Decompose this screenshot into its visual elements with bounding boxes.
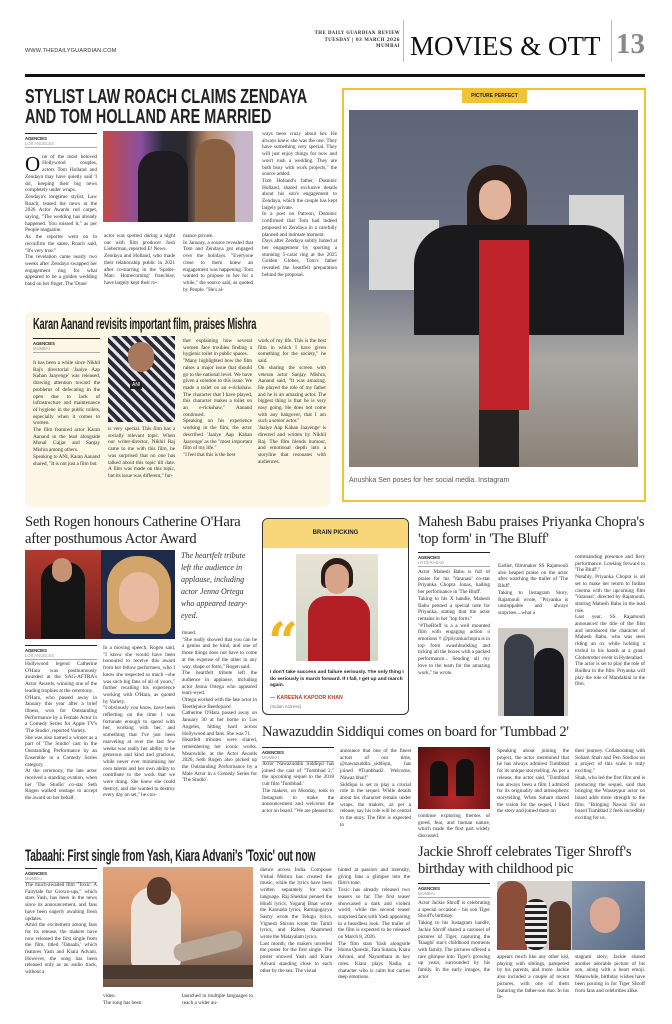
paper-name: THE DAILY GUARDIAN REVIEW [314, 30, 400, 35]
karan-col2: is very special. This film has a socially relevant topic. When our writer-director, Nikhil Raj came to me with this film, he was surprised that no one has talked about this topic till date. A film was made on this topic, but its issue was different," fur- [108, 426, 175, 479]
tiger-baby-photo [572, 881, 645, 950]
zendaya-col3: mance private. In January, a source revealed that Tom and Zendaya got engaged over the holidays. "Everyone close to them knew an engagement was happening. Tom wanted to propose to her for a while," the source said, as quoted by People. "He's al- [183, 233, 253, 293]
zendaya-col1-text: ne of the most beloved Hollywood couples, actors Tom Holland and Zendaya may have quietly said 'I do', keeping their big news completely under wraps. Zendaya's longtime stylist, Law Roach, teased the news at the 2026 Actor Awards red carpet, saying, "The wedding has already happened. You missed it," as per People magazine. As the reporter went on to reconfirm the same, Roach said, "It's very true." The revelation came nearly two weeks after Zendaya swapped her engagement ring for what appeared to be a golden wedding band on her finger. The 'Dune' [25, 153, 97, 288]
byline-city: MUMBAI [25, 876, 97, 883]
nawaz-col5: their journey. Collaborating with Soham Shah and Pen Studios on a project of this scale is truly exciting." Shah, who led the first film and is producing the sequel, said that bringing the Wasseypur actor on board adds more strength to the film. "Bringing Nawaz Sir on board Tumbbad 2 feels incredibly exciting for us. [575, 748, 645, 822]
section-title: MOVIES & OTT [410, 31, 601, 61]
issue-city: MUMBAI [375, 43, 400, 48]
byline-agency: AGENCIES [418, 555, 440, 560]
woman-figure [195, 139, 235, 222]
byline-agency: AGENCIES [25, 648, 47, 653]
divider [611, 20, 612, 62]
photo-caption: Anushka Sen poses for her social media. Instagram [349, 477, 510, 484]
tabaahi-col4: hinted at passion and intensity, giving fans a glimpse into the film's tone. Toxic has already released two teasers so far. The first teaser showcased a dark and violent world, while the second teaser surprised fans with Yash appearing in a beardless look. The trailer of the film is expected to be released on March 8, 2026. The film stars Yash alongside Huma Qureshi, Tara Sutaria, Kiara Advani, and Nayanthara in key roles. Kiara plays Nadia, a character who is calm but carries deep emotions. [338, 867, 410, 981]
ani-mic-label: ANI [132, 382, 141, 388]
seth-rogen-photo [25, 550, 101, 639]
mahesh-priyanka-photo [498, 628, 568, 716]
driftwood [103, 965, 253, 979]
jackie-col3: stagram story, Jackie shared another adorable picture of his son, along with a heart emoji. Meanwhile, birthday wishes have been pouring in for Tiger Shroff from fans and celebrities alike. [575, 954, 645, 994]
mahesh-headline: Mahesh Babu praises Priyanka Chopra's 'top form' in 'The Bluff' [418, 514, 645, 547]
jackie-col2: appears much like any other kid, playing with siblings, pampered by his parents, and more. Jackie also included a couple of recent pictures, with one of them featuring the father-son duo. In his In- [497, 954, 569, 1001]
woman-figure [534, 648, 564, 716]
pull-quote: The heartfelt tribute left the audience in applause, including actor Jenna Ortega who appeared teary-eyed. [181, 551, 248, 620]
drop-cap: O [25, 151, 41, 176]
tumbbad-photo [418, 747, 490, 809]
face [325, 564, 349, 594]
byline-agency: AGENCIES [418, 886, 440, 891]
face [52, 558, 72, 582]
byline-city: MUMBAI [418, 891, 490, 898]
karan-col1: It has been a while since Nikhil Raj's directorial 'Jaaiye Aap Kahan Jaayenge' was released, drawing attention toward the problems of defecating in the open due to lack of infrastructure and maintenance of hygiene in the public toilets, especially when it comes to women. The film featured actor Karan Aanand in the lead alongside Monal Gajjar and Sanjay Mishra among others. Speaking to ANI, Karan Aanand shared, "It is not just a film but [33, 360, 101, 467]
catherine-ohara-photo [101, 550, 175, 639]
byline [418, 883, 490, 898]
zendaya-holland-photo [103, 131, 253, 222]
byline-city: HYDERABAD [418, 560, 490, 567]
mother-figure [497, 881, 527, 950]
mahesh-col2: Earlier, filmmaker SS Rajamouli also heaped praise on the actor after watching the trailer of 'The Bluff'. Taking to Instagram Story, Rajamouli wrote, "Priyanka is unstoppable and always surprises....what a [498, 563, 568, 616]
picture-perfect-tag: PICTURE PERFECT [462, 89, 527, 103]
nawaz-col2: announce that one of the finest actors of our time, @nawazuddin._siddiqui, has joined #Tumbbad2. Welcome, Nawaz bhai!" Siddiqui is set to play a crucial role in the sequel. While details about his character remain under wraps, the makers, as per a release, say his role will be central to the story. The film is expected to [340, 748, 411, 828]
red-dress [479, 240, 529, 410]
byline-agency: AGENCIES [33, 341, 55, 346]
byline [25, 868, 97, 883]
nawaz-col3: continue exploring themes of greed, fear, and human nature, which made the first part widely discussed. [418, 813, 490, 840]
man-figure [430, 761, 448, 796]
quote-author: — KAREENA KAPOOR KHAN [270, 695, 343, 701]
father-figure [549, 901, 571, 950]
brain-picking-tag: BRAIN PICKING [263, 519, 408, 548]
mahesh-col3: commanding presence and fiery performance. Looking forward to 'The Bluff'." Notably, Priyanka Chopra is all set to make her return to Indian cinema with the upcoming film 'Varanasi', directed by Rajamouli, starring Mahesh Babu in the lead role. Last year, SS Rajamouli announced the title of the film and introduced the character of Mahesh Babu, who was seen riding an ox while holding a trishul in his hands at a grand Globetrotter event in Hyderabad. The actor is set to play the role of Rudhra in the film. Priyanka will play the role of Mandakini in the film. [575, 554, 645, 688]
seth-col3: tinued. "She really showed that you can be a genius and be kind, and one of those things does not have to come at the expense of the other in any way, shape or form," Rogen said. The heartfelt tribute left the audience in applause, including actor Jenna Ortega who appeared teary-eyed. Ortega worked with the late actor in 'Beetlejuice Beetlejuice'. Catherine O'Hara passed away on January 30 at her home in Los Angeles, hitting hard across Hollywood and fans. She was 71. Heartfelt tributes were shared, remembering her iconic works. Meanwhile, at the Actor Awards 2026, Seth Rogen also picked up the Outstanding Performance by a Male Actor in a Comedy Series for 'The Studio'. [182, 630, 257, 784]
byline [25, 133, 97, 148]
divider [403, 20, 404, 62]
tabaahi-headline: Tabaahi: First single from Yash, Kiara Advani's 'Toxic' out now [25, 846, 316, 865]
nawaz-headline: Nawazuddin Siddiqui comes on board for 'Tumbbad 2' [262, 724, 569, 740]
issue-date: TUESDAY | 03 MARCH 2026 [324, 36, 400, 42]
baby-figure [525, 899, 547, 950]
byline [33, 338, 100, 353]
byline-city: LOS ANGELES [25, 141, 97, 148]
byline-agency: AGENCIES [25, 871, 47, 876]
zendaya-col1 [25, 147, 97, 288]
baby-figure [590, 897, 620, 933]
zendaya-headline: STYLIST LAW ROACH CLAIMS ZENDAYA AND TOM HOLLAND ARE MARRIED [25, 86, 307, 128]
byline-agency: AGENCIES [25, 136, 47, 141]
byline-city: MUMBAI [33, 346, 100, 353]
hair [147, 877, 171, 905]
tiger-childhood-photo [497, 881, 572, 950]
face [128, 342, 154, 372]
jackie-col1: Actor Jackie Shroff is celebrating a special occasion - his son Tiger Shroff's birthday. Taking to his Instagram handle, Jackie Shroff shared a carousel of pictures of Tiger, capturing the 'Baaghi' star's childhood moments with family. The pictures offered a rare glimpse into Tiger's growing up years, surrounded by his family. In the early images, the actor [418, 900, 490, 980]
nawaz-col4: Speaking about joining the project, the actor mentioned that he has always admired Tumbbad for its unique storytelling. As per a release, the actor said, "Tumbbad has always been a film I admired for its originality and atmospheric storytelling. When Soham shared the vision for the sequel, I liked the story and joined them on [497, 748, 569, 815]
jackie-headline: Jackie Shroff celebrates Tiger Shroff's birthday with childhood pic [418, 844, 632, 877]
kareena-kapoor-photo [296, 554, 378, 661]
karan-col4: work of my life. This is the best film in which I have given something for the society," he said. On sharing the screen with veteran actor Sanjay Mishra, Aanand said, "It was amazing. He played the role of my father and he is an amazing actor. The biggest thing is that he is very easy going. He does not come with any hangover, that I am such a senior actor." 'Jaaiye Aap Kahan Jaayenge' is directed and written by Nikhil Raj. The film blends humour, and emotional depth into a storyline that resonates with audiences. [258, 338, 326, 465]
byline-agency: AGENCIES [262, 750, 284, 755]
byline [25, 645, 97, 660]
seth-col1: Hollywood legend Catherine O'Hara was posthumously awarded at the SAG-AFTRA's Actor Awards, winning one of the leading trophies at the ceremony. O'Hara, who passed away in January this year after a brief illness, won for Outstanding Performance by a Female Actor in a Comedy Series for Apple TV's 'The Studio', reported Variety. She was also named a winner as a part of 'The Studio' cast in the Outstanding Performance by an Ensemble in a Comedy Series category. At the ceremony, the late actor received a standing ovation, when her 'The Studio' co-star Seth Rogen walked onstage to accept the award on her behalf. [25, 661, 97, 802]
woman-face [479, 180, 511, 220]
nawaz-col1: Actor Nawazuddin Siddiqui has joined the cast of "Tumbbad 2," the upcoming sequel to the 2018 cult film 'Tumbbad.' The makers, on Monday, took to Instagram to make the announcement and welcome the actor on board. "We are pleased to [262, 761, 334, 814]
byline-city: MUMBAI [262, 755, 334, 762]
masthead-meta [260, 30, 400, 50]
tabaahi-col2: video. The song has been [103, 993, 142, 1006]
mahesh-col1: Actor Mahesh Babu is full of praise for his 'Varanasi' co-star Priyanka Chopra Jonas, hailing her performance in 'The Bluff'. Taking to his X handle, Mahesh Babu penned a special note for Priyanka, stating that the actor remains in her "top form." "#TheBluff is a a well mounted film with engaging action n emotions !! @priyankachopra is in top form swashbuckling and ticking all the boxes with a packed performance... Sending all my love to the team for the amazing work," he wrote. [418, 569, 490, 676]
brain-picking-box [262, 518, 409, 715]
website-url[interactable]: WWW.THEDAILYGUARDIAN.COM [25, 48, 117, 54]
karan-col3: ther explaining how several women face troubles finding a hygienic toilet in public spaces. "Many highlighted how the film raises a major issue that should go to the national level. We have given a solution to this issue. We made a toilet on an e-rickshaw. The character that I have played, this character makes a toilet on an e-rickshaw," Aanand continued. Speaking on his experience working in the film, the actor described 'Jaaiye Aap Kahan Jaayenge' as the "most important film of my life." "I feel that this is the best [183, 338, 252, 458]
quote-mark-icon: “ [268, 617, 298, 665]
tabaahi-col3: dience across India. Composer Vishal Mishra has created the music, while the lyrics have been written separately for each language. Raj Shekhar penned the Hindi lyrics, Yogaraj Bhat wrote the Kannada lyrics, Ramajogayya Sastry wrote the Telugu lyrics, Vignesh Shivan wrote the Tamil lyrics, and Rafeeq Ahammed wrote the Malayalam lyrics. Last month, the makers unveiled the poster for the first single. The poster showed Yash and Kiara Advani standing close to each other by the sea. The visual [260, 867, 332, 974]
tabaahi-col1: The much-awaited film "Toxic: A Fairytale for Grown-ups," which stars Yash, has been in the news since its announcement, and fans have been eagerly awaiting fresh updates. Amid the excitement among fans for its release, the makers have now released the first single from the film, titled 'Tabaahi,' which features Yash and Kiara Advani. However, the song has been released only as an audio track, without a [25, 882, 97, 976]
tabaahi-col2b: launched in multiple languages to reach a wider au- [182, 993, 253, 1006]
karan-aanand-photo [108, 336, 175, 422]
karan-headline: Karan Aanand revisits important film, praises Mishra [33, 316, 257, 333]
red-saree [308, 596, 370, 661]
anushka-sen-photo [349, 110, 638, 467]
man-figure [504, 634, 534, 716]
seth-headline: Seth Rogen honours Catherine O'Hara after posthumous Actor Award [25, 514, 241, 547]
seth-col2: In a moving speech, Rogen said, "I know she would have been honoured to receive this award from her fellow performers, who I know she respected so much --she was such big fans of all of yours," further recalling his experience working with O'Hara, as quoted by Variety. "I obviously you know, have been reflecting on the time I was fortunate enough to spend with her, working with her, and something that I've just been marveling at over the last few weeks was really her ability to be generous and kind and gracious, while never ever minimising her own talents and her own ability to contribute to the work that we were doing. She knew she could destroy, and she wanted to destroy every day on set," he con- [103, 645, 175, 799]
byline-city: LOS ANGELES [25, 653, 97, 660]
zendaya-col2: actor was spotted during a night out with film producer Josh Lieberman, reported E! News. Zendaya and Holland, who made their relationship public in 2021 after co-starring in the 'Spider-Man: Homecoming' franchise, have largely kept their ro- [104, 233, 175, 286]
legs [172, 929, 244, 963]
face [119, 572, 159, 622]
page-number: 13 [616, 28, 645, 60]
legs [479, 410, 519, 467]
byline [418, 552, 490, 567]
man-figure [138, 151, 188, 222]
quote-author-role: (Indian Actress) [270, 704, 302, 709]
byline [262, 747, 334, 762]
man-figure [456, 759, 474, 796]
zendaya-col4: ways been crazy about her. He always knew she was the one. They have something very special. They will just enjoy things for now and won't rush a wedding. They are both busy with work projects," the source added. Tom Holland's father, Dominic Holland, shared exclusive details about his son's engagement to Zendaya, which the couple has kept largely private. In a post on Patreon, Dominic confirmed that Tom had indeed proposed to Zendaya in a carefully planned and intimate moment. Days after Zendaya subtly hinted at her engagement by sporting a stunning 5-carat ring at the 2025 Golden Globes, Tom's father revealed the heartfelt preparation behind the proposal. [262, 131, 337, 278]
yash-kiara-photo [103, 867, 253, 987]
masthead-rule [25, 74, 645, 77]
quote-text: I don't take success and failure seriously. The only thing I do seriously is march forward. If I fall, I get up and march again. [270, 670, 404, 689]
